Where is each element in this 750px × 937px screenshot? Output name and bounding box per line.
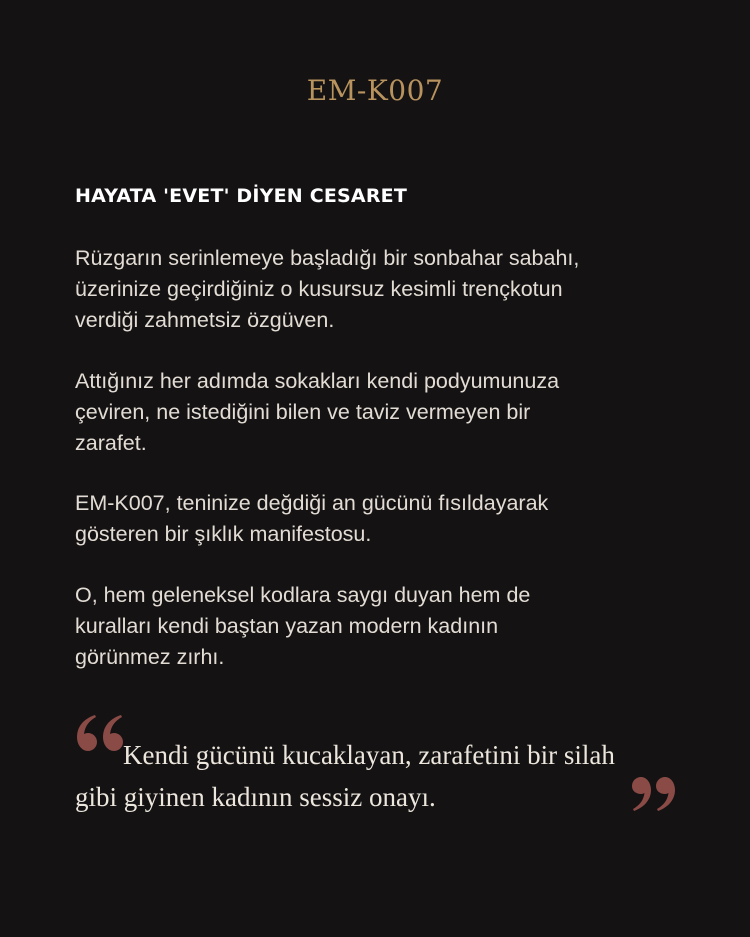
- paragraph-line: verdiği zahmetsiz özgüven.: [75, 308, 335, 332]
- paragraph-line: Rüzgarın serinlemeye başladığı bir sonbahar sabahı,: [75, 246, 580, 270]
- paragraph-line: EM-K007, teninize değdiği an gücünü fısıldayarak: [75, 491, 549, 515]
- paragraph: [75, 580, 675, 673]
- close-quote-icon: [632, 777, 676, 811]
- paragraph: [75, 243, 675, 336]
- section-heading: HAYATA 'EVET' DİYEN CESARET: [75, 185, 408, 207]
- quote-line: gibi giyinen kadının sessiz onayı.: [75, 782, 436, 812]
- paragraph-line: çeviren, ne istediğini bilen ve taviz vermeyen bir: [75, 400, 531, 424]
- paragraph-line: zarafet.: [75, 431, 147, 455]
- quote-line: Kendi gücünü kucaklayan, zarafetini bir silah: [123, 740, 615, 770]
- paragraph-line: kuralları kendi baştan yazan modern kadının: [75, 614, 499, 638]
- paragraph: [75, 488, 675, 550]
- paragraph-line: gösteren bir şıklık manifestosu.: [75, 522, 372, 546]
- paragraph-line: görünmez zırhı.: [75, 645, 225, 669]
- quote-block: [75, 715, 675, 825]
- product-code: EM-K007: [306, 74, 444, 107]
- quote-text: [75, 734, 675, 818]
- paragraph-line: üzerinize geçirdiğiniz o kusursuz kesimli trençkotun: [75, 277, 563, 301]
- paragraph-line: Attığınız her adımda sokakları kendi podyumunuza: [75, 369, 560, 393]
- paragraph: [75, 366, 675, 459]
- paragraph-line: O, hem geleneksel kodlara saygı duyan hem de: [75, 583, 531, 607]
